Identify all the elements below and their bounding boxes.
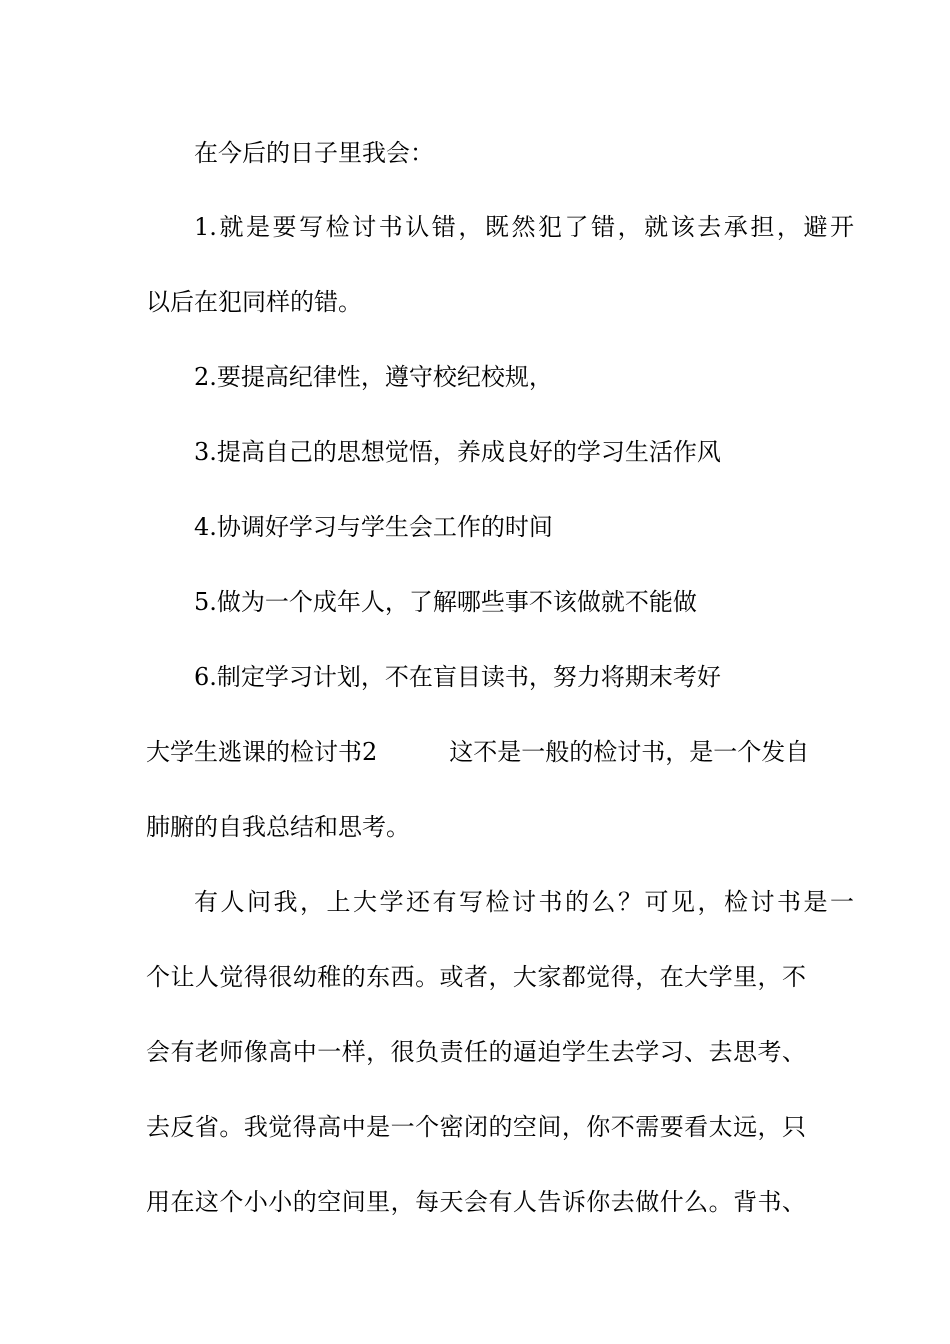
paragraph-text: 这不是一般的检讨书，是一个发自 [449, 738, 810, 766]
paragraph-line: 5.做为一个成年人，了解哪些事不该做就不能做 [194, 588, 697, 616]
paragraph-line: 以后在犯同样的错。 [146, 288, 362, 316]
paragraph-line: 1.就是要写检讨书认错，既然犯了错，就该去承担，避开 [194, 213, 854, 241]
paragraph-line: 3.提高自己的思想觉悟，养成良好的学习生活作风 [194, 438, 721, 466]
section-heading-line [146, 737, 810, 767]
paragraph-line: 肺腑的自我总结和思考。 [146, 813, 410, 841]
section-heading: 大学生逃课的检讨书2 [146, 738, 378, 766]
paragraph-line: 6.制定学习计划，不在盲目读书，努力将期末考好 [194, 663, 721, 691]
paragraph-line: 个让人觉得很幼稚的东西。或者，大家都觉得，在大学里，不 [146, 963, 806, 991]
paragraph-line: 4.协调好学习与学生会工作的时间 [194, 513, 553, 541]
paragraph-line: 去反省。我觉得高中是一个密闭的空间，你不需要看太远，只 [146, 1113, 806, 1141]
paragraph-line: 有人问我，上大学还有写检讨书的么？可见，检讨书是一 [194, 888, 854, 916]
paragraph-line: 2.要提高纪律性，遵守校纪校规， [194, 363, 553, 391]
paragraph-line: 会有老师像高中一样，很负责任的逼迫学生去学习、去思考、 [146, 1038, 806, 1066]
paragraph-line: 用在这个小小的空间里，每天会有人告诉你去做什么。背书、 [146, 1188, 806, 1216]
paragraph-line: 在今后的日子里我会： [194, 139, 434, 167]
